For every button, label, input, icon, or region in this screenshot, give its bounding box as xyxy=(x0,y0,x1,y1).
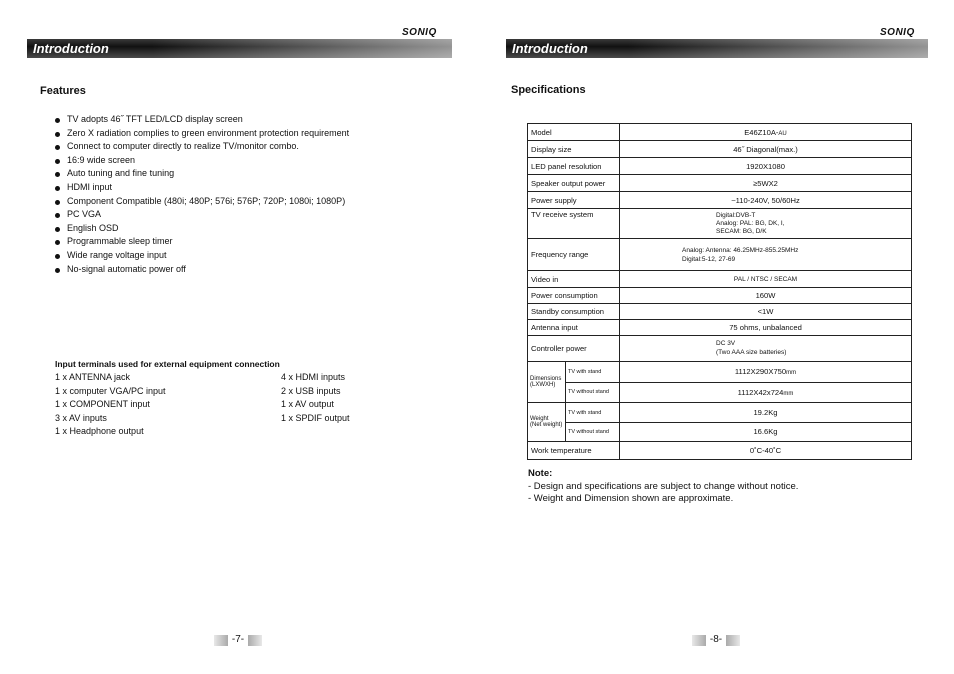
note-title: Note: xyxy=(528,468,553,479)
feature-item: TV adopts 46˝ TFT LED/LCD display screen xyxy=(55,113,349,127)
brand-logo: SONIQ xyxy=(402,27,437,38)
terminals-title: Input terminals used for external equipment connection xyxy=(55,359,280,369)
table-row xyxy=(528,304,912,320)
table-row xyxy=(528,141,912,158)
table-row xyxy=(528,158,912,175)
note-line: - Weight and Dimension shown are approximate. xyxy=(528,493,734,504)
spec-label: Controller power xyxy=(528,336,620,362)
page-number: -8- xyxy=(692,634,740,647)
spec-label: LED panel resolution xyxy=(528,158,620,175)
spec-value: E46Z10A-AU xyxy=(620,124,912,141)
terminal-item: 3 x AV inputs xyxy=(55,412,107,423)
feature-item: Auto tuning and fine tuning xyxy=(55,167,349,181)
feature-item: Connect to computer directly to realize TV/monitor combo. xyxy=(55,140,349,154)
terminal-item: 1 x computer VGA/PC input xyxy=(55,385,166,396)
terminal-item: 1 x AV output xyxy=(281,399,334,409)
spec-value: ~110-240V, 50/60Hz xyxy=(620,192,912,209)
terminals-column-2 xyxy=(281,371,350,425)
spec-value: 1920X1080 xyxy=(620,158,912,175)
table-row xyxy=(528,403,912,423)
table-row xyxy=(528,271,912,288)
features-list xyxy=(55,113,349,276)
terminal-item: 2 x USB inputs xyxy=(281,385,341,396)
feature-item: Programmable sleep timer xyxy=(55,235,349,249)
features-title: Features xyxy=(40,85,86,97)
specifications-table xyxy=(527,123,912,460)
spec-label: Model xyxy=(528,124,620,141)
spec-value: 1112X42x724mm xyxy=(620,382,912,403)
spec-label: Speaker output power xyxy=(528,175,620,192)
spec-value: 46˝ Diagonal(max.) xyxy=(620,141,912,158)
spec-label: Video in xyxy=(528,271,620,288)
terminal-item: 4 x HDMI inputs xyxy=(281,372,346,382)
table-row xyxy=(528,124,912,141)
terminal-item: 1 x Headphone output xyxy=(55,426,144,436)
spec-value: 19.2Kg xyxy=(620,403,912,423)
spec-value: 1112X290X750mm xyxy=(620,362,912,383)
feature-item: HDMI input xyxy=(55,181,349,195)
spec-label: Display size xyxy=(528,141,620,158)
spec-sublabel: TV with stand xyxy=(566,404,619,423)
table-row xyxy=(528,320,912,336)
spec-label: Power consumption xyxy=(528,288,620,304)
spec-value: DC 3V (Two AAA size batteries) xyxy=(620,336,912,362)
spec-sublabel: TV with stand xyxy=(566,363,619,383)
feature-item: Zero X radiation complies to green environment protection requirement xyxy=(55,127,349,141)
spec-value: Analog: Antenna: 46.25MHz-855.25MHz Digital:5-12, 27-69 xyxy=(620,239,912,271)
table-row xyxy=(528,288,912,304)
note-block xyxy=(528,468,798,506)
spec-label: Standby consumption xyxy=(528,304,620,320)
spec-label-group: Weight (Net weight) TV with stand TV without stand xyxy=(528,403,620,442)
spec-value: Digital:DVB-T Analog: PAL: BG, DK, I, SECAM: BG, D/K xyxy=(620,209,912,239)
specs-title: Specifications xyxy=(511,84,586,96)
note-line: - Design and specifications are subject to change without notice. xyxy=(528,480,799,492)
section-header xyxy=(27,39,452,58)
spec-value: 75 ohms, unbalanced xyxy=(620,320,912,336)
terminal-item: 1 x ANTENNA jack xyxy=(55,372,131,382)
section-header-title: Introduction xyxy=(512,41,588,56)
table-row xyxy=(528,192,912,209)
spec-sublabel: TV without stand xyxy=(568,388,609,395)
spec-label: TV receive system xyxy=(528,209,620,239)
terminal-item: 1 x SPDIF output xyxy=(281,412,350,423)
brand-logo: SONIQ xyxy=(880,27,915,38)
feature-item: English OSD xyxy=(55,222,349,236)
spec-label: Antenna input xyxy=(528,320,620,336)
section-header-title: Introduction xyxy=(33,41,109,56)
spec-value: ≥5WX2 xyxy=(620,175,912,192)
table-row xyxy=(528,362,912,383)
table-row xyxy=(528,175,912,192)
page-number: -7- xyxy=(214,634,262,647)
feature-item: Component Compatible (480i; 480P; 576i; 576P; 720P; 1080i; 1080P) xyxy=(55,195,349,209)
table-row xyxy=(528,209,912,239)
spec-label-group: Dimensions (LXWXH) TV with stand TV without stand xyxy=(528,362,620,403)
spec-value: 0˚C-40˚C xyxy=(620,442,912,460)
spec-value: PAL / NTSC / SECAM xyxy=(620,271,912,288)
spec-label: Work temperature xyxy=(528,442,620,460)
table-row xyxy=(528,442,912,460)
table-row xyxy=(528,336,912,362)
section-header xyxy=(506,39,928,58)
spec-label: Power supply xyxy=(528,192,620,209)
terminals-column-1 xyxy=(55,371,166,439)
terminal-item: 1 x COMPONENT input xyxy=(55,399,150,409)
table-row xyxy=(528,239,912,271)
feature-item: PC VGA xyxy=(55,208,349,222)
feature-item: No-signal automatic power off xyxy=(55,263,349,277)
spec-value: 160W xyxy=(620,288,912,304)
spec-value: 16.6Kg xyxy=(620,422,912,442)
spec-label: Frequency range xyxy=(528,239,620,271)
feature-item: 16:9 wide screen xyxy=(55,154,349,168)
spec-sublabel: TV without stand xyxy=(568,428,609,435)
spec-value: <1W xyxy=(620,304,912,320)
feature-item: Wide range voltage input xyxy=(55,249,349,263)
